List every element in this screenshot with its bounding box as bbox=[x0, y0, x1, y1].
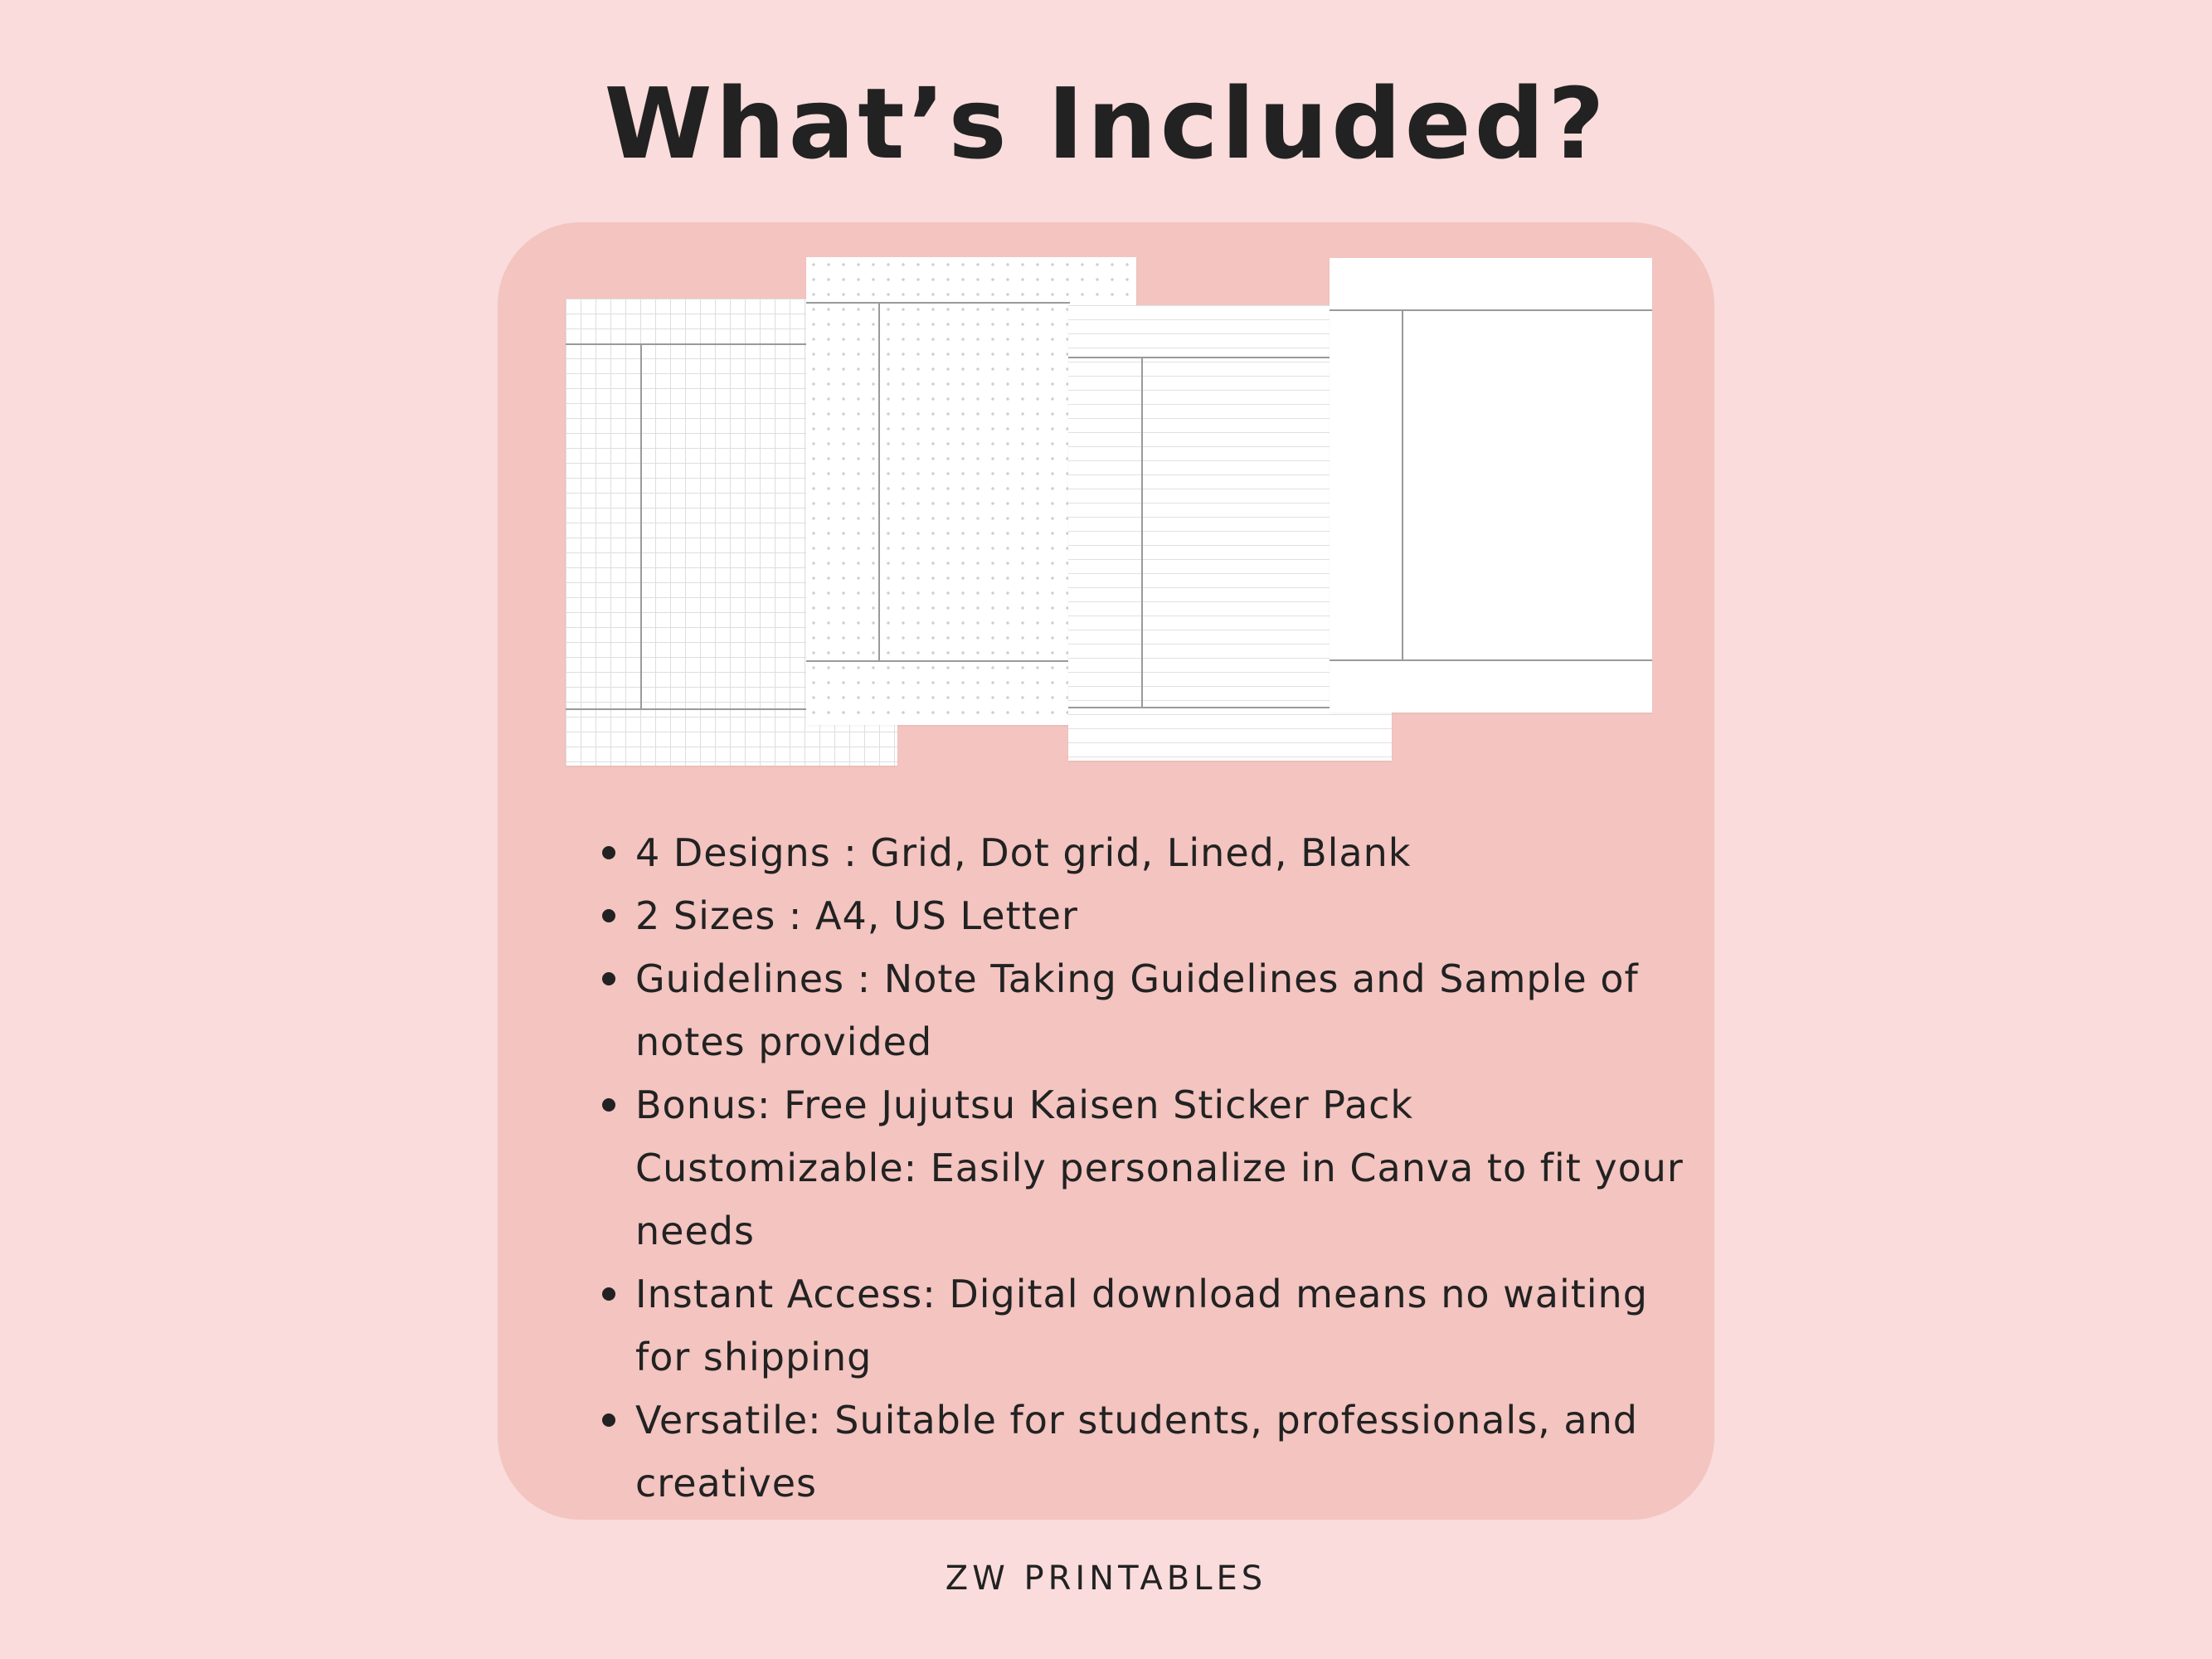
feature-item bbox=[597, 1073, 1692, 1262]
brand-name: ZW PRINTABLES bbox=[945, 1559, 1267, 1598]
feature-text: 2 Sizes : A4, US Letter bbox=[635, 893, 1078, 938]
feature-text: Guidelines : Note Taking Guidelines and Sample of notes provided bbox=[635, 956, 1639, 1064]
feature-text: Bonus: Free Jujutsu Kaisen Sticker Pack Customizable: Easily personalize in Canva to fit your needs bbox=[635, 1082, 1684, 1253]
feature-item bbox=[597, 1262, 1692, 1389]
feature-text: 4 Designs : Grid, Dot grid, Lined, Blank bbox=[635, 830, 1412, 875]
bullet-icon bbox=[602, 846, 615, 859]
feature-text: Versatile: Suitable for students, professionals, and creatives bbox=[635, 1398, 1638, 1506]
bullet-icon bbox=[602, 1287, 615, 1301]
blank-page-preview bbox=[1330, 258, 1652, 713]
bullet-icon bbox=[602, 972, 615, 985]
bullet-icon bbox=[602, 1413, 615, 1427]
feature-text: Instant Access: Digital download means no waiting for shipping bbox=[635, 1272, 1648, 1379]
features-list bbox=[597, 821, 1692, 1515]
bullet-icon bbox=[602, 909, 615, 922]
page-title: What’s Included? bbox=[604, 66, 1608, 181]
feature-item bbox=[597, 884, 1692, 947]
feature-item bbox=[597, 947, 1692, 1073]
bullet-icon bbox=[602, 1098, 615, 1112]
feature-item bbox=[597, 821, 1692, 884]
feature-item bbox=[597, 1389, 1692, 1515]
